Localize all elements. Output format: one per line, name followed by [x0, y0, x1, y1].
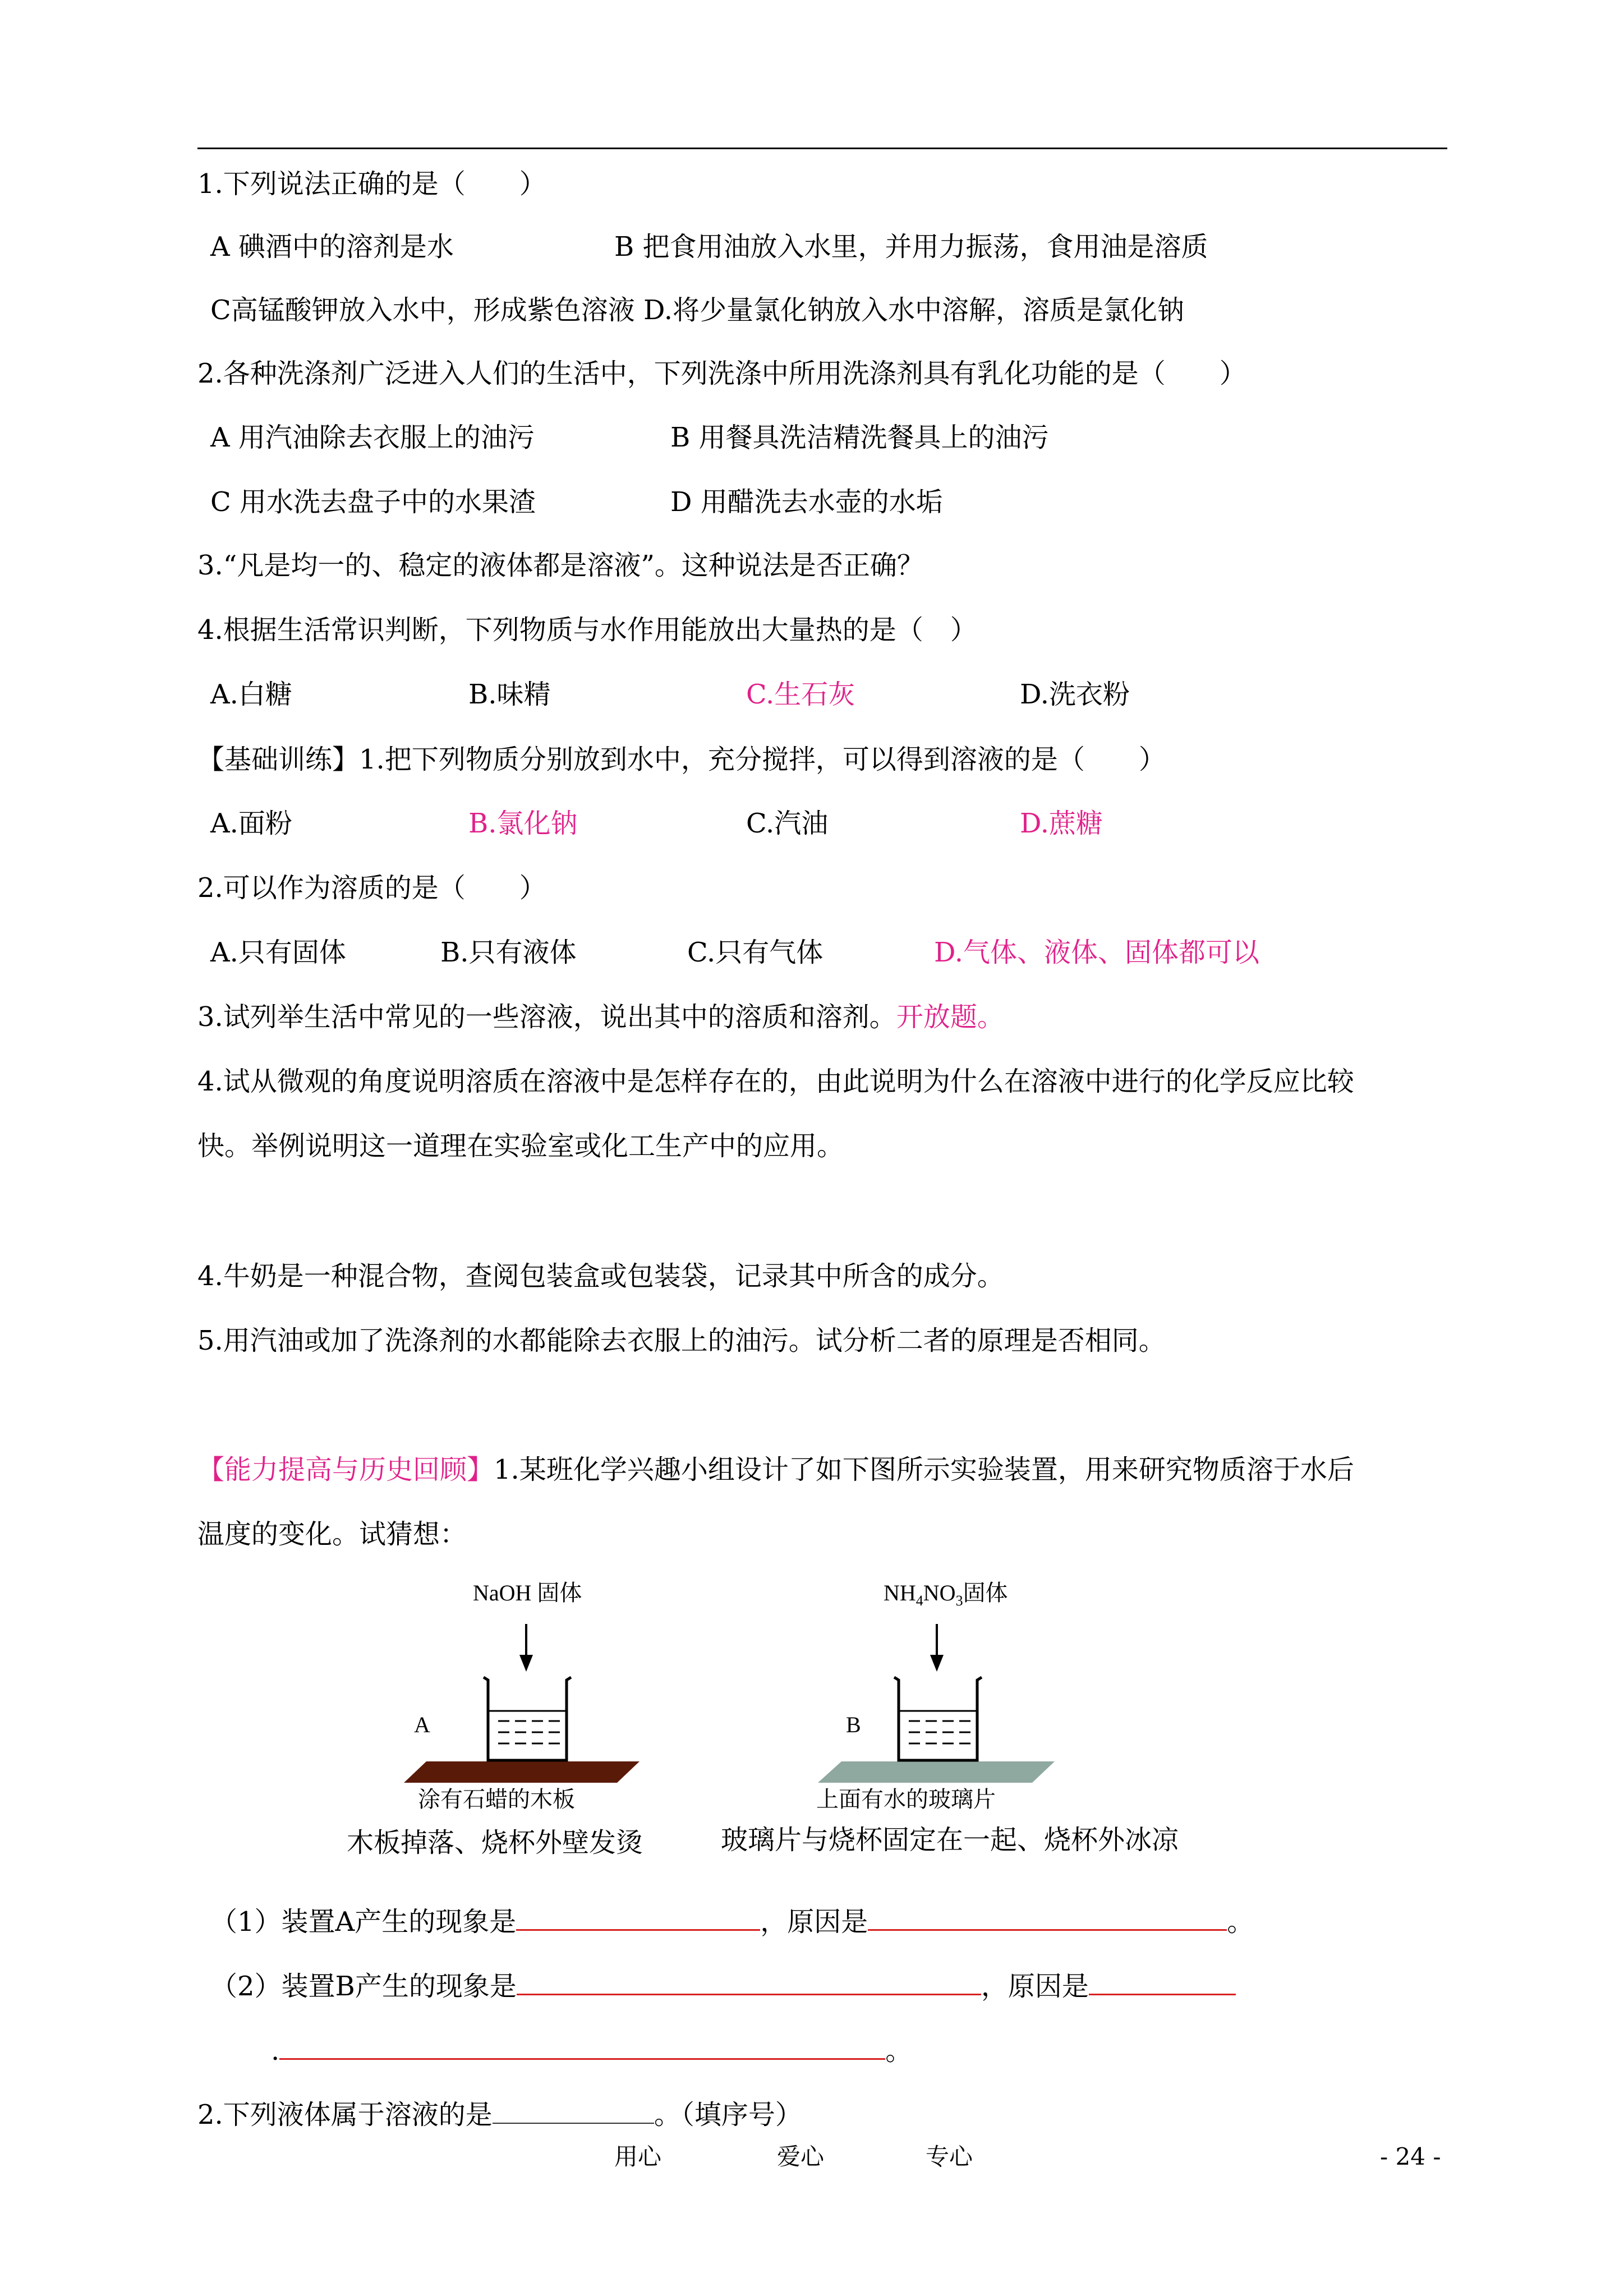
advanced-question-1-line-2: 温度的变化。试猜想： [197, 1519, 467, 1550]
question-4: 4.根据生活常识判断，下列物质与水作用能放出大量热的是（ ） [197, 614, 977, 646]
glass-plate-b [818, 1761, 1055, 1783]
q1-option-b: B 把食用油放入水里，并用力振荡，食用油是溶质 [614, 231, 1208, 263]
q1-option-a: A 碘酒中的溶剂是水 [210, 231, 454, 263]
q4-option-a: A.白糖 [210, 679, 292, 710]
wax-board-a [404, 1761, 640, 1783]
question-1: 1.下列说法正确的是（ ） [197, 168, 546, 200]
basic-question-2: 2.可以作为溶质的是（ ） [197, 872, 546, 904]
label-nh4no3-solid [884, 1579, 1008, 1615]
device-letter-b: B [846, 1712, 861, 1737]
b2-option-a: A.只有固体 [210, 937, 346, 968]
s2-reason-blank-start[interactable] [1089, 1969, 1236, 1995]
b1-option-b-answer: B.氯化钠 [468, 808, 578, 839]
b2-option-c: C.只有气体 [687, 937, 823, 968]
adv-q2-prefix: 2.下列液体属于溶液的是 [197, 2099, 493, 2131]
advanced-question-2 [197, 2098, 802, 2132]
result-b-answer: 玻璃片与烧杯固定在一起、烧杯外冰凉 [721, 1824, 1179, 1856]
s1-end: 。 [1227, 1906, 1254, 1938]
nh4no3-sub-3: 3 [955, 1593, 963, 1609]
b3-answer: 开放题。 [896, 1001, 1004, 1033]
adv-q2-answer-blank[interactable] [493, 2098, 654, 2124]
nh4no3-sub-4: 4 [915, 1593, 923, 1609]
basic-q1-text: 1.把下列物质分别放到水中，充分搅拌，可以得到溶液的是（ ） [359, 744, 1166, 775]
question-3: 3.“凡是均一的、稳定的液体都是溶液”。这种说法是否正确？ [197, 550, 924, 581]
basic-question-3 [197, 1000, 1004, 1034]
s2-phenomenon-blank[interactable] [517, 1969, 981, 1995]
b2-option-b: B.只有液体 [440, 937, 577, 968]
beaker-b-icon [894, 1677, 982, 1760]
nh4no3-part-nh: NH [884, 1580, 916, 1605]
q4-option-b: B.味精 [468, 679, 551, 710]
s1-prefix: （1）装置A产生的现象是 [210, 1906, 517, 1938]
q2-option-b: B 用餐具洗洁精洗餐具上的油污 [670, 422, 1049, 453]
sub-question-1 [210, 1904, 1254, 1939]
s1-reason-blank[interactable] [868, 1904, 1227, 1931]
sub-question-2-continued [271, 2033, 912, 2068]
s2-prefix: （2）装置B产生的现象是 [210, 1971, 517, 2002]
arrow-b-icon [930, 1624, 944, 1672]
b1-option-d-answer: D.蔗糖 [1020, 808, 1103, 839]
q2-option-d: D 用醋洗去水壶的水垢 [670, 486, 943, 518]
question-2: 2.各种洗涤剂广泛进入人们的生活中，下列洗涤中所用洗涤剂具有乳化功能的是（ ） [197, 358, 1246, 389]
nh4no3-part-solid: 固体 [963, 1580, 1008, 1605]
adv-q2-suffix: 。（填序号） [654, 2099, 802, 2131]
result-a-answer: 木板掉落、烧杯外壁发烫 [347, 1827, 643, 1858]
s2-reason-blank-continued[interactable] [279, 2033, 885, 2060]
q4-option-c-answer: C.生石灰 [746, 679, 855, 710]
b1-option-c: C.汽油 [746, 808, 829, 839]
advanced-heading: 【能力提高与历史回顾】 [197, 1454, 494, 1485]
s2-reason-label: ，原因是 [981, 1971, 1089, 2002]
page-number: - 24 - [1380, 2143, 1441, 2170]
footer-aixin: 爱心 [777, 2143, 825, 2170]
b3-text: 3.试列举生活中常见的一些溶液，说出其中的溶质和溶剂。 [197, 1001, 896, 1033]
adv-q1-text: 1.某班化学兴趣小组设计了如下图所示实验装置，用来研究物质溶于水后 [494, 1454, 1354, 1485]
b2-option-d-answer: D.气体、液体、固体都可以 [934, 937, 1260, 968]
q2-option-a: A 用汽油除去衣服上的油污 [210, 422, 535, 453]
beaker-a-icon [484, 1677, 571, 1760]
nh4no3-part-no: NO [923, 1580, 956, 1605]
sub-question-2 [210, 1969, 1236, 2003]
q1-options-cd: C高锰酸钾放入水中，形成紫色溶液 D.将少量氯化钠放入水中溶解，溶质是氯化钠 [210, 295, 1185, 326]
basic-question-4-line-1: 4.试从微观的角度说明溶质在溶液中是怎样存在的，由此说明为什么在溶液中进行的化学反应比较 [197, 1066, 1354, 1097]
advanced-question-1-line-1 [197, 1453, 1354, 1487]
caption-wet-glass: 上面有水的玻璃片 [816, 1787, 996, 1812]
basic-question-4b: 4.牛奶是一种混合物，查阅包装盒或包装袋，记录其中所含的成分。 [197, 1260, 1004, 1292]
s1-reason-label: ，原因是 [760, 1906, 868, 1938]
footer-zhuanxin: 专心 [926, 2143, 973, 2170]
basic-training-heading: 【基础训练】 [197, 744, 360, 775]
header-rule [197, 148, 1447, 149]
footer-yongxin: 用心 [614, 2143, 662, 2170]
s2-end: 。 [885, 2035, 913, 2067]
q4-option-d: D.洗衣粉 [1020, 679, 1130, 710]
q2-option-c: C 用水洗去盘子中的水果渣 [210, 486, 536, 518]
s1-phenomenon-blank[interactable] [516, 1904, 760, 1931]
label-naoh-solid: NaOH 固体 [473, 1580, 582, 1605]
b1-option-a: A.面粉 [210, 808, 292, 839]
basic-training-question-1 [197, 743, 1166, 776]
device-letter-a: A [414, 1712, 430, 1737]
s2-dot: . [271, 2035, 280, 2067]
arrow-a-icon [519, 1624, 533, 1672]
caption-wax-board: 涂有石蜡的木板 [418, 1787, 575, 1812]
basic-question-5: 5.用汽油或加了洗涤剂的水都能除去衣服上的油污。试分析二者的原理是否相同。 [197, 1325, 1166, 1356]
basic-question-4-line-2: 快。举例说明这一道理在实验室或化工生产中的应用。 [197, 1130, 844, 1162]
